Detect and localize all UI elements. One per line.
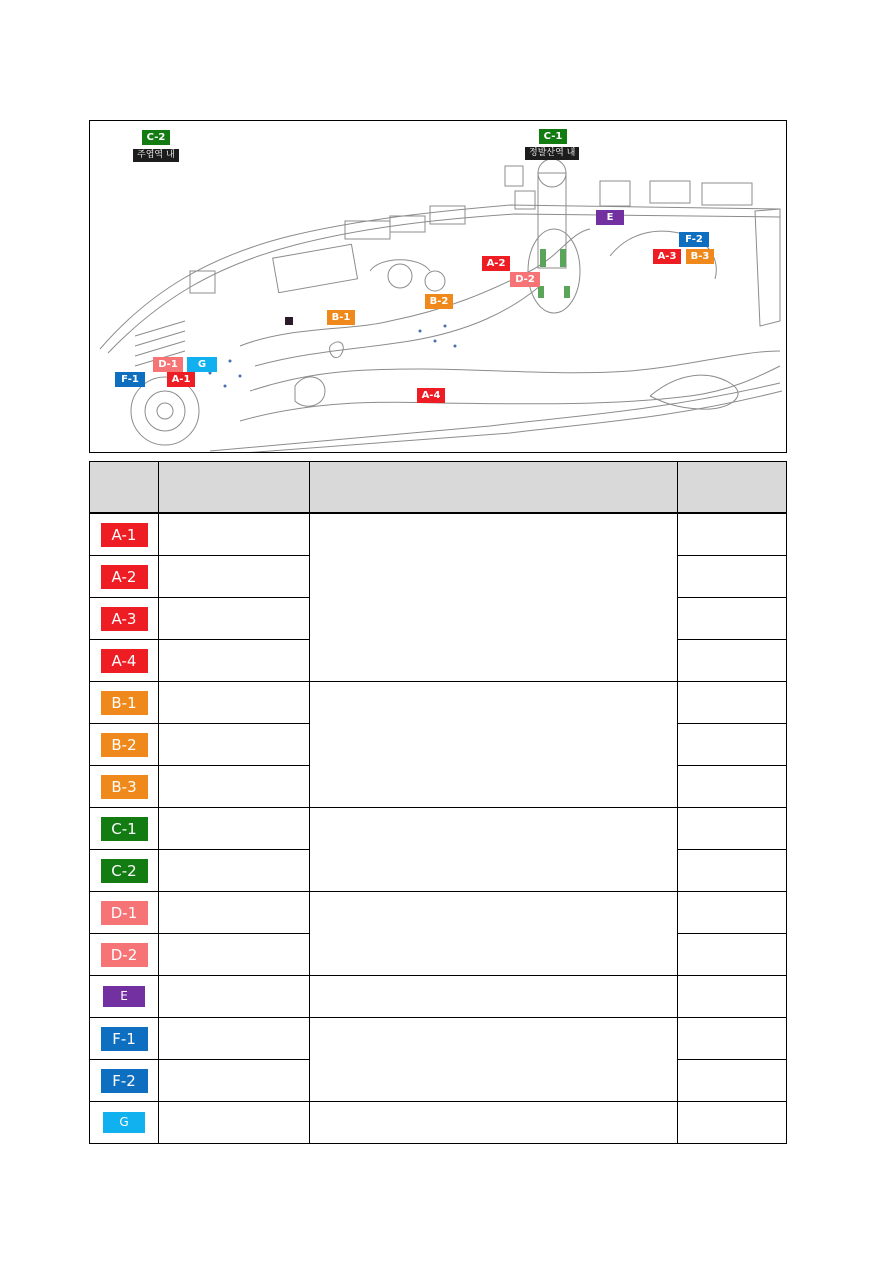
- note-cell: [678, 556, 787, 598]
- block-9: [505, 166, 523, 186]
- location-cell: [159, 892, 310, 934]
- map-marker-d2: D-2: [510, 272, 540, 287]
- plaza-circle: [425, 271, 445, 291]
- location-cell: [159, 976, 310, 1018]
- note-cell: [678, 934, 787, 976]
- tree-dot: [239, 375, 242, 378]
- tree-dot: [454, 345, 457, 348]
- note-cell: [678, 1018, 787, 1060]
- location-cell: [159, 808, 310, 850]
- code-cell: [90, 1102, 159, 1144]
- pond-2: [295, 377, 325, 406]
- badge-a4: A-4: [101, 649, 148, 673]
- code-cell: [90, 556, 159, 598]
- park-boundary-north: [100, 205, 780, 349]
- arena-inner: [145, 391, 185, 431]
- map-marker-f1: F-1: [115, 372, 145, 387]
- badge-g: G: [103, 1112, 145, 1133]
- lawn-patch: [564, 286, 570, 298]
- badge-a2: A-2: [101, 565, 148, 589]
- badge-b1: B-1: [101, 691, 148, 715]
- location-cell: [159, 556, 310, 598]
- code-cell: [90, 892, 159, 934]
- note-cell: [678, 766, 787, 808]
- block-10: [515, 191, 535, 209]
- code-cell: [90, 808, 159, 850]
- lawn-patch: [540, 249, 546, 267]
- note-cell: [678, 892, 787, 934]
- map-marker-d1: D-1: [153, 357, 183, 372]
- block-8: [702, 183, 752, 205]
- location-cell: [159, 1102, 310, 1144]
- code-cell: [90, 724, 159, 766]
- description-cell-c: [310, 808, 678, 892]
- tree-dot: [434, 340, 437, 343]
- description-cell-e: [310, 976, 678, 1018]
- note-cell: [678, 850, 787, 892]
- block-2: [190, 271, 215, 293]
- legend-table: [89, 461, 787, 1144]
- location-cell: [159, 850, 310, 892]
- description-cell-d: [310, 892, 678, 976]
- badge-d1: D-1: [101, 901, 148, 925]
- tree-dot: [229, 360, 232, 363]
- caption-jeongbalsan-station: 정발산역 내: [525, 147, 579, 160]
- code-cell: [90, 934, 159, 976]
- header-note: [678, 462, 787, 514]
- table-row: [90, 1102, 787, 1144]
- code-cell: [90, 682, 159, 724]
- badge-f1: F-1: [101, 1027, 148, 1051]
- note-cell: [678, 1060, 787, 1102]
- badge-f2: F-2: [101, 1069, 148, 1093]
- note-cell: [678, 640, 787, 682]
- map-marker-b3: B-3: [686, 249, 714, 264]
- caption-jooyeop-station: 주엽역 내: [133, 149, 179, 162]
- map-marker-g: G: [187, 357, 217, 372]
- map-marker-a4: A-4: [417, 388, 445, 403]
- tree-dot: [419, 330, 422, 333]
- arena-core: [157, 403, 173, 419]
- badge-c1: C-1: [101, 817, 148, 841]
- block-1: [273, 244, 358, 292]
- location-cell: [159, 682, 310, 724]
- lawn-patch: [538, 286, 544, 298]
- path-ring-center: [370, 260, 430, 271]
- note-cell: [678, 598, 787, 640]
- badge-c2: C-2: [101, 859, 148, 883]
- header-description: [310, 462, 678, 514]
- park-map-drawing: [90, 121, 787, 453]
- block-6: [600, 181, 630, 206]
- map-marker-c1: C-1: [539, 129, 567, 144]
- header-code: [90, 462, 159, 514]
- note-cell: [678, 724, 787, 766]
- table-row: [90, 976, 787, 1018]
- table-row: [90, 1018, 787, 1060]
- location-cell: [159, 766, 310, 808]
- path-lake-south: [255, 286, 540, 366]
- map-marker-c2: C-2: [142, 130, 170, 145]
- map-marker-a2: A-2: [482, 256, 510, 271]
- code-cell: [90, 976, 159, 1018]
- code-cell: [90, 1018, 159, 1060]
- tree-dot: [444, 325, 447, 328]
- roundabout: [388, 264, 412, 288]
- map-marker-b1: B-1: [327, 310, 355, 325]
- map-marker-a1: A-1: [167, 372, 195, 387]
- park-map: [89, 120, 787, 453]
- description-cell-b: [310, 682, 678, 808]
- code-cell: [90, 640, 159, 682]
- note-cell: [678, 808, 787, 850]
- lawn-patch: [560, 249, 566, 267]
- badge-d2: D-2: [101, 943, 148, 967]
- location-cell: [159, 640, 310, 682]
- description-cell-a: [310, 513, 678, 682]
- location-cell: [159, 513, 310, 556]
- note-cell: [678, 1102, 787, 1144]
- path-river-north: [250, 351, 780, 391]
- header-location: [159, 462, 310, 514]
- badge-b2: B-2: [101, 733, 148, 757]
- legend-header-row: [90, 462, 787, 514]
- badge-b3: B-3: [101, 775, 148, 799]
- description-cell-g: [310, 1102, 678, 1144]
- location-cell: [159, 934, 310, 976]
- table-row: [90, 892, 787, 934]
- east-strip: [755, 209, 780, 326]
- map-marker-f2: F-2: [679, 232, 709, 247]
- arena-circle: [131, 377, 199, 445]
- location-cell: [159, 1060, 310, 1102]
- note-cell: [678, 682, 787, 724]
- road-south: [230, 391, 782, 453]
- code-cell: [90, 513, 159, 556]
- note-cell: [678, 513, 787, 556]
- map-marker-b2: B-2: [425, 294, 453, 309]
- location-cell: [159, 1018, 310, 1060]
- note-cell: [678, 976, 787, 1018]
- badge-e: E: [103, 986, 145, 1007]
- badge-a3: A-3: [101, 607, 148, 631]
- code-cell: [90, 850, 159, 892]
- tree-dot: [224, 385, 227, 388]
- description-cell-f: [310, 1018, 678, 1102]
- map-marker-e: E: [596, 210, 624, 225]
- block-7: [650, 181, 690, 203]
- table-row: [90, 513, 787, 556]
- code-cell: [90, 1060, 159, 1102]
- badge-a1: A-1: [101, 523, 148, 547]
- location-cell: [159, 598, 310, 640]
- map-marker-a3: A-3: [653, 249, 681, 264]
- central-plaza: [528, 229, 580, 313]
- table-row: [90, 682, 787, 724]
- table-row: [90, 808, 787, 850]
- location-cell: [159, 724, 310, 766]
- code-cell: [90, 766, 159, 808]
- landmark-marker: [285, 317, 293, 325]
- code-cell: [90, 598, 159, 640]
